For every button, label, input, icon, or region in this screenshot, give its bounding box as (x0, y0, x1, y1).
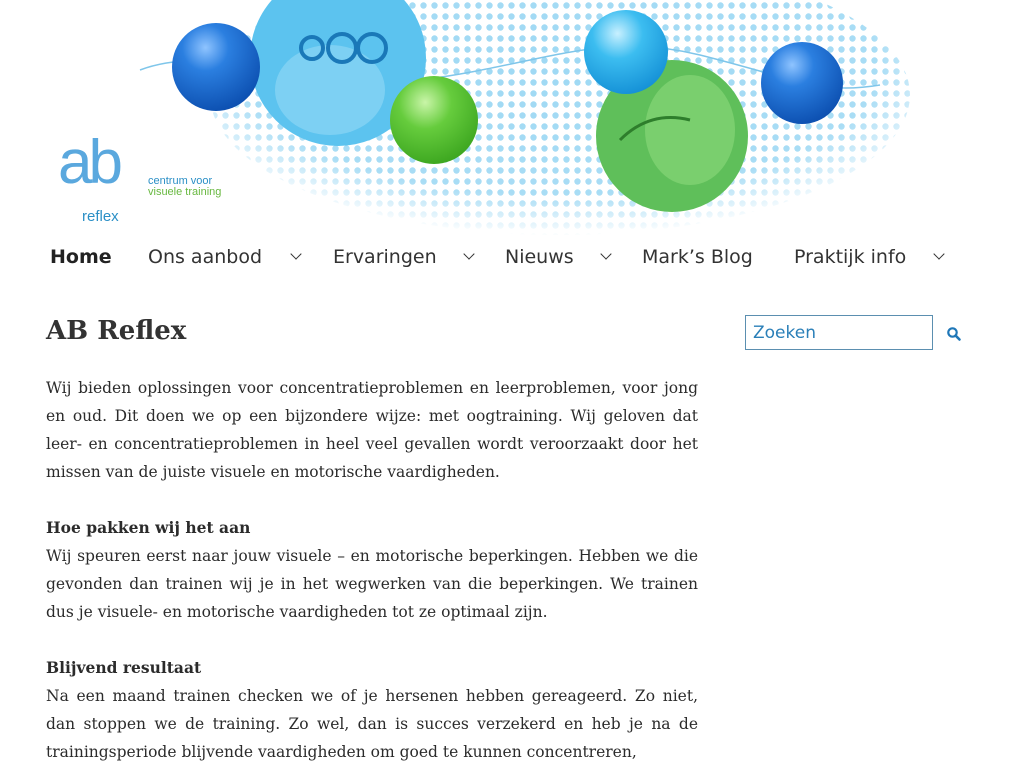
logo-reflex-text: reflex (82, 208, 119, 225)
section-heading: Hoe pakken wij het aan (46, 518, 251, 537)
intro-paragraph: Wij bieden oplossingen voor concentratieproblemen en leerproblemen, voor jong en oud. Dit doen we op een bijzondere wijze: met oogtraining. Wij geloven dat leer- en concentratieproblemen in heel veel gevallen wordt veroorzaakt door het missen van de juiste visuele en motorische vaardigheden. (46, 379, 698, 481)
main-content (46, 310, 698, 766)
logo-tagline-2: visuele training (148, 186, 222, 198)
chevron-down-icon[interactable] (290, 248, 301, 259)
nav-item-praktijk-info[interactable]: Praktijk info (794, 246, 907, 268)
nav-item-ervaringen[interactable]: Ervaringen (333, 246, 437, 268)
chevron-down-icon[interactable] (600, 248, 611, 259)
logo-ab-text: ab (58, 128, 119, 197)
chevron-down-icon[interactable] (933, 248, 944, 259)
section-text: Wij speuren eerst naar jouw visuele – en motorische beperkingen. Hebben we die gevonden dan trainen wij je in het wegwerken van die beperkingen. We trainen dus je visuele- en motorische vaardigheden tot ze optimaal zijn. (46, 547, 698, 621)
bubble-blue-right (761, 42, 843, 124)
bubble-green (390, 76, 478, 164)
section-hoe-pakken (46, 514, 698, 626)
page-title: AB Reflex (46, 316, 187, 346)
section-blijvend-resultaat (46, 654, 698, 766)
section-heading: Blijvend resultaat (46, 658, 202, 677)
main-navigation (0, 240, 1024, 280)
nav-item-home[interactable]: Home (50, 246, 112, 268)
nav-item-nieuws[interactable]: Nieuws (505, 246, 574, 268)
nav-item-ons-aanbod[interactable]: Ons aanbod (148, 246, 263, 268)
logo-tagline-1: centrum voor (148, 175, 213, 187)
search-icon[interactable] (946, 326, 962, 342)
bubble-blue (172, 23, 260, 111)
search-input[interactable] (745, 315, 933, 350)
bubble-light-blue (584, 10, 668, 94)
site-logo[interactable] (58, 128, 238, 230)
nav-item-marks-blog[interactable]: Mark’s Blog (642, 246, 753, 268)
chevron-down-icon[interactable] (463, 248, 474, 259)
section-text: Na een maand trainen checken we of je hersenen hebben gereageerd. Zo niet, dan stoppen we de training. Zo wel, dan is succes verzekerd en heb je na de trainingsperiode blijvende vaardigheden om goed te kunnen concentreren, (46, 687, 698, 761)
